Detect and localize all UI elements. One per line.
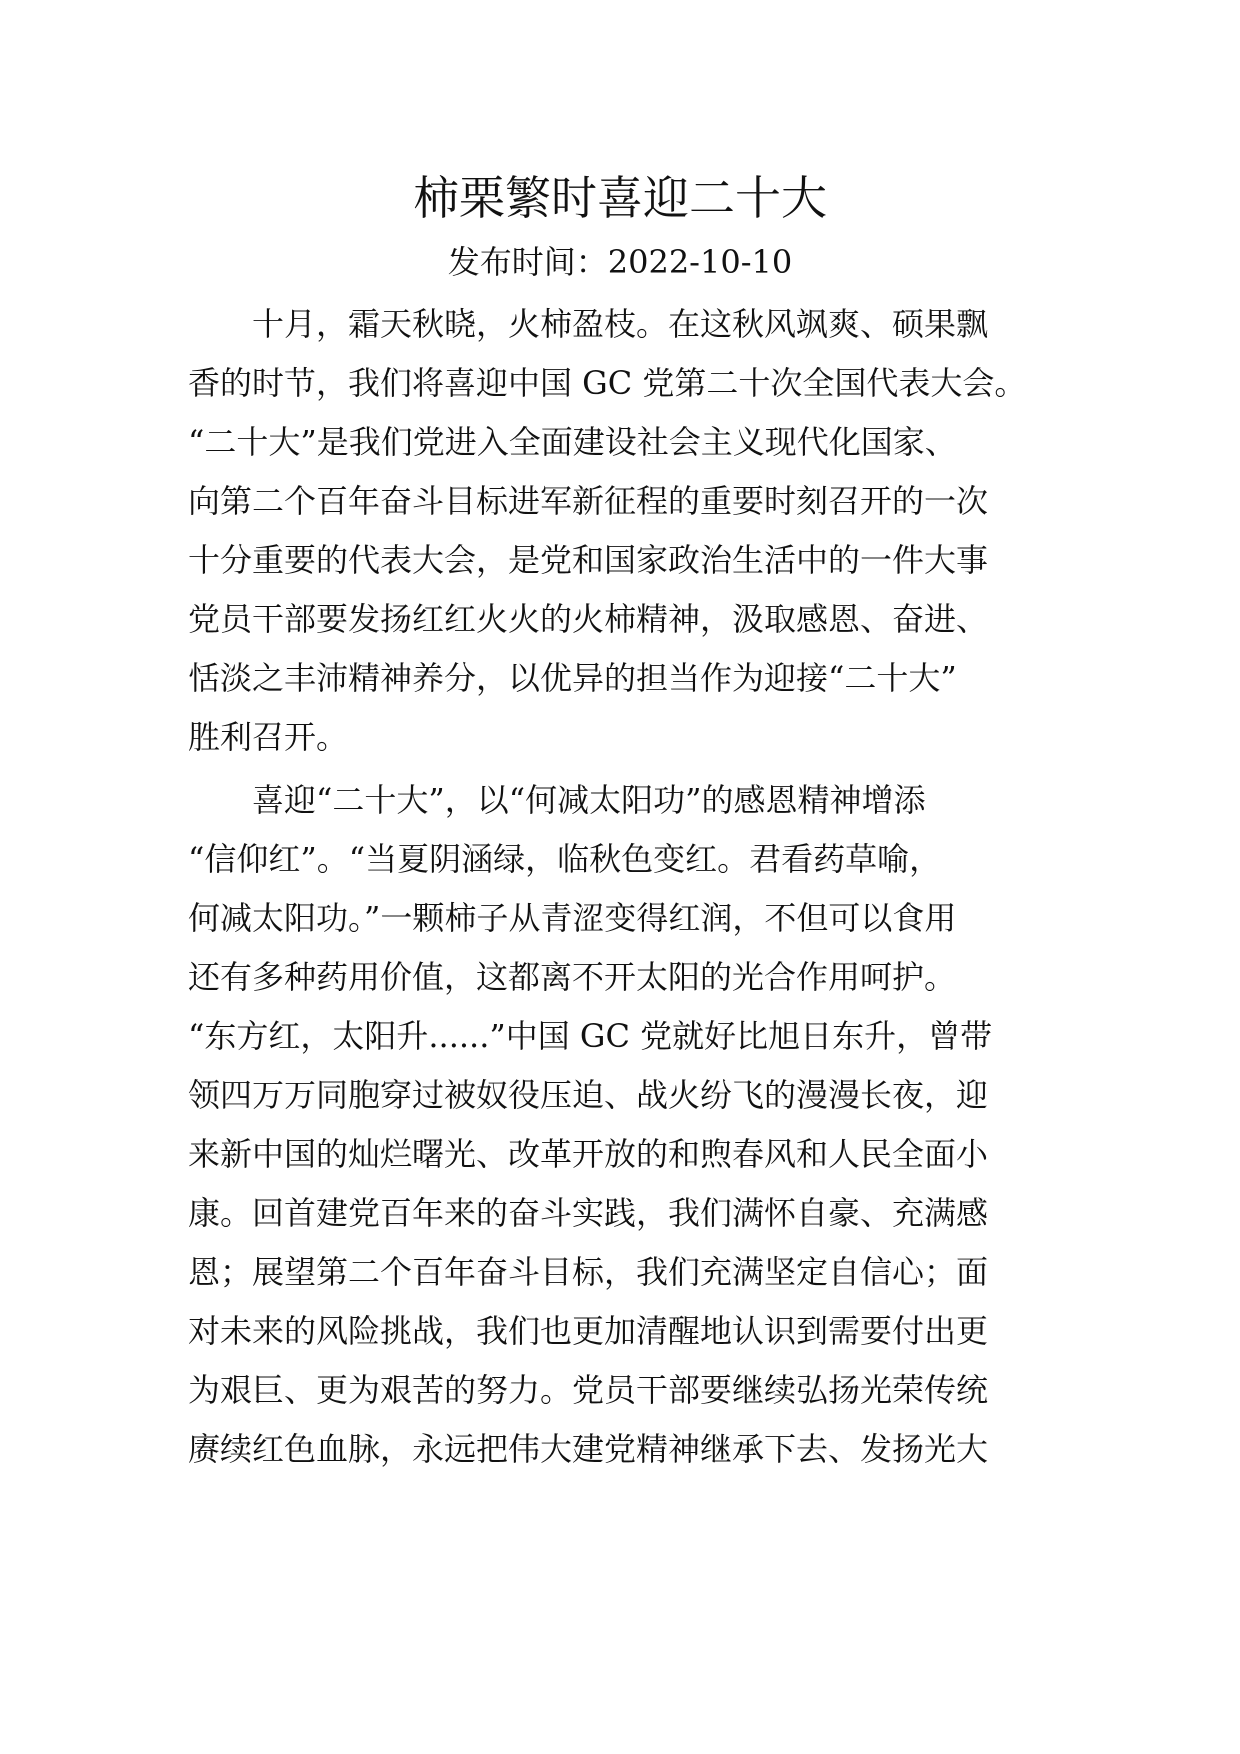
body-line: 十分重要的代表大会，是党和国家政治生活中的一件大事 [188,541,989,579]
body-line: 何减太阳功。”一颗柿子从青涩变得红润，不但可以食用 [188,899,957,937]
document-title: 柿栗繁时喜迎二十大 [413,171,827,225]
body-line: 赓续红色血脉，永远把伟大建党精神继承下去、发扬光大 [188,1430,989,1468]
body-line: “东方红，太阳升......”中国 GC 党就好比旭日东升，曾带 [188,1017,993,1055]
body-line: 香的时节，我们将喜迎中国 GC 党第二十次全国代表大会。 [188,364,1027,402]
body-line: 对未来的风险挑战，我们也更加清醒地认识到需要付出更 [188,1312,989,1350]
body-line: 党员干部要发扬红红火火的火柿精神，汲取感恩、奋进、 [188,600,989,638]
body-line: 还有多种药用价值，这都离不开太阳的光合作用呵护。 [188,958,957,996]
body-line: 恬淡之丰沛精神养分，以优异的担当作为迎接“二十大” [188,659,957,697]
body-line: 向第二个百年奋斗目标进军新征程的重要时刻召开的一次 [188,482,989,520]
body-line: 领四万万同胞穿过被奴役压迫、战火纷飞的漫漫长夜，迎 [188,1076,989,1114]
publish-date: 发布时间：2022-10-10 [447,243,793,281]
body-line: 康。回首建党百年来的奋斗实践，我们满怀自豪、充满感 [188,1194,989,1232]
body-line: “二十大”是我们党进入全面建设社会主义现代化国家、 [188,423,957,461]
body-line: 喜迎“二十大”，以“何减太阳功”的感恩精神增添 [188,781,926,819]
body-line: 恩；展望第二个百年奋斗目标，我们充满坚定自信心；面 [188,1253,989,1291]
body-line: 为艰巨、更为艰苦的努力。党员干部要继续弘扬光荣传统 [188,1371,989,1409]
body-line: 来新中国的灿烂曙光、改革开放的和煦春风和人民全面小 [188,1135,989,1173]
body-line: “信仰红”。“当夏阴涵绿，临秋色变红。君看药草喻， [188,840,942,878]
body-line: 胜利召开。 [188,718,349,756]
body-line: 十月，霜天秋晓，火柿盈枝。在这秋风飒爽、硕果飘 [188,305,989,343]
